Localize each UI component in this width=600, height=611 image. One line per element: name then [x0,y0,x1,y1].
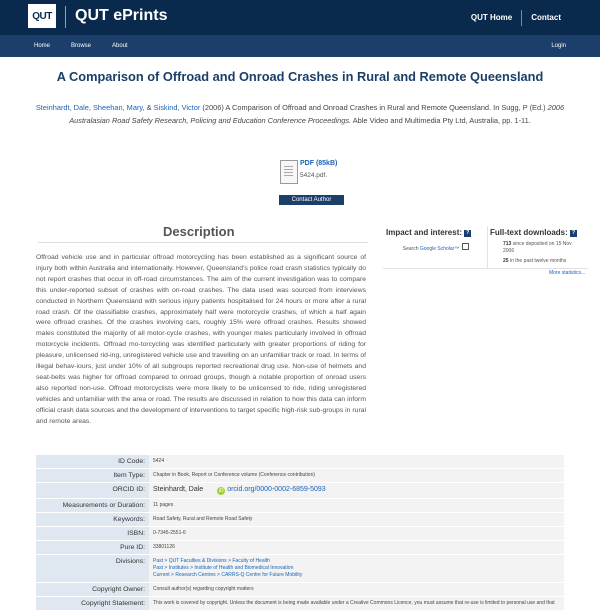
table-row [36,469,564,483]
contact-author-button[interactable]: Contact Author [279,195,344,205]
qut-home-link[interactable]: QUT Home [470,13,513,22]
meta-value: 11 pages [149,499,564,513]
description-divider [38,242,368,243]
contact-link[interactable]: Contact [531,13,561,22]
site-title[interactable]: QUT ePrints [75,7,168,24]
meta-key: Keywords: [36,513,149,527]
nav-browse[interactable]: Browse [71,43,92,49]
pdf-download-link[interactable]: PDF (85kB) [300,160,338,167]
meta-value: Chapter in Book, Report or Conference volume (Conference contribution) [149,469,564,483]
downloads-heading [490,228,590,237]
abstract-text: Offroad vehicle use and in particular offroad motorcycling has been established as a significant source of injury both within Australia and internationally. However, Queensland's police road crash statistics typically do not report crashes that occur in off-road circumstances. The aim of the current investigation was to compare this under-reported subset of crashes with on-road crashes. The data used was sourced from interviews conducted in Northern Queensland with serious injury patients hospitalised for 24 hours or more after a rural road crash. Of the classifiable crashes, approximately half were motorcycle crashes, of which a half again were offroad crashes. Of the crashes involving cars, roughly 15% were offroad crashes. Results showed males constituted the majority of all motor-cycle crashes, with younger males particularly involved in offroad motorcycle incidents. Offroad mo-torcycling was identified particularly with greater proportions of riding for pleasure, unlicensed rid-ing, unregistered vehicle use and travelling on an unfamiliar track or road. In terms of illegal behav-iours, just under 10% of all subgroups reported recreational drug use. Non-use of helmets and seat-belts was higher for offroad compared to onroad groups, though a notable proportion of onroad users also reported non-use. Offroad motorcyclists were more likely to be unlicensed to ride, riding unregistered vehicles and unfamiliar with the area or road. The results are discussed in relation to how this data can inform official crash data sources and the development of interventions to target specific high-risk sub-groups in rural and remote areas. [36,254,366,425]
meta-value [149,483,564,499]
orcid-icon: iD [218,488,224,494]
meta-value: This work is covered by copyright. Unless the document is being made available under a Creative Commons Licence, you must assume that re-use is limited to personal use and that [149,597,564,611]
author-link[interactable]: Siskind, Victor [153,103,201,112]
downloads-panel [490,228,590,265]
downloads-recent-count: 25 [503,258,509,264]
downloads-total [503,241,578,254]
meta-value [149,555,564,583]
impact-panel [386,228,486,252]
meta-key: ISBN: [36,527,149,541]
metadata-table [36,455,564,611]
meta-value: 5424 [149,455,564,469]
orcid-author: Steinhardt, Dale [153,486,204,493]
more-statistics-link[interactable]: More statistics... [549,270,586,276]
division-link[interactable]: Past > QUT Faculties & Divisions > Faculty of Health [153,558,270,564]
downloads-title: Full-text downloads: [490,228,568,237]
impact-heading [386,228,486,237]
top-header [0,0,600,35]
citation-separator: , [88,103,93,112]
table-row [36,483,564,499]
top-links [462,0,570,35]
info-icon[interactable]: ? [466,230,470,236]
downloads-total-text: since deposited on 15 Nov 2006 [503,241,572,254]
downloads-recent [503,258,578,265]
publisher-text: Able Video and Multimedia Pty Ltd, Australia, pp. 1-11. [351,115,531,125]
meta-value: Consult author(s) regarding copyright matters [149,583,564,597]
division-link[interactable]: Current > Research Centres > CARRS-Q Centre for Future Mobility [153,572,303,578]
stats-divider [487,226,488,268]
logo-divider [65,6,66,28]
login-link[interactable]: Login [551,43,566,49]
table-row [36,541,564,555]
qut-logo[interactable]: QUT [28,4,56,28]
meta-key: Copyright Owner: [36,583,149,597]
meta-key: Divisions: [36,555,149,583]
table-row [36,513,564,527]
document-icon[interactable] [280,160,298,184]
info-icon[interactable]: ? [571,230,576,236]
downloads-recent-text: in the past twelve months [508,258,567,264]
citation-separator: , & [142,103,154,112]
meta-key: Measurements or Duration: [36,499,149,513]
meta-value: Road Safety, Rural and Remote Road Safety [149,513,564,527]
table-row [36,499,564,513]
meta-key: Copyright Statement: [36,597,149,611]
author-link[interactable]: Steinhardt, Dale [35,103,89,112]
nav-links [34,35,149,57]
table-row [36,555,564,583]
meta-key: ORCID ID: [36,483,149,499]
meta-value: 33801126 [149,541,564,555]
book-title: 2006 Australasian Road Safety Research, Policing and Education Conference Proceedings. [69,103,565,125]
orcid-link[interactable]: orcid.org/0000-0002-6859-5093 [227,486,326,493]
table-row [36,527,564,541]
google-scholar-link[interactable]: Google Scholar™ [419,246,460,252]
nav-bar [0,35,600,57]
table-row [36,455,564,469]
meta-key: Item Type: [36,469,149,483]
nav-about[interactable]: About [112,43,128,49]
table-row [36,583,564,597]
nav-home[interactable]: Home [34,43,51,49]
citation-text: (2006) A Comparison of Offroad and Onroad Crashes in Rural and Remote Queensland. In Sugg, P (Ed.) [200,103,548,112]
author-link[interactable]: Sheehan, Mary [92,103,143,112]
search-prefix: Search [402,246,420,252]
downloads-total-count: 713 [503,241,512,247]
division-link[interactable]: Past > Institutes > Institute of Health and Biomedical Innovation [153,565,294,571]
external-link-icon [462,243,469,250]
google-scholar-search [386,243,486,252]
impact-title: Impact and interest: [386,228,463,237]
meta-value: 0-7345-2551-6 [149,527,564,541]
description-heading: Description [163,224,235,239]
citation [20,102,580,127]
stats-rule [383,268,588,269]
page-title: A Comparison of Offroad and Onroad Crashes in Rural and Remote Queensland [56,69,544,84]
meta-key: Pure ID: [36,541,149,555]
meta-key: ID Code: [36,455,149,469]
table-row [36,597,564,611]
pdf-filename: 5424.pdf. [300,172,328,179]
